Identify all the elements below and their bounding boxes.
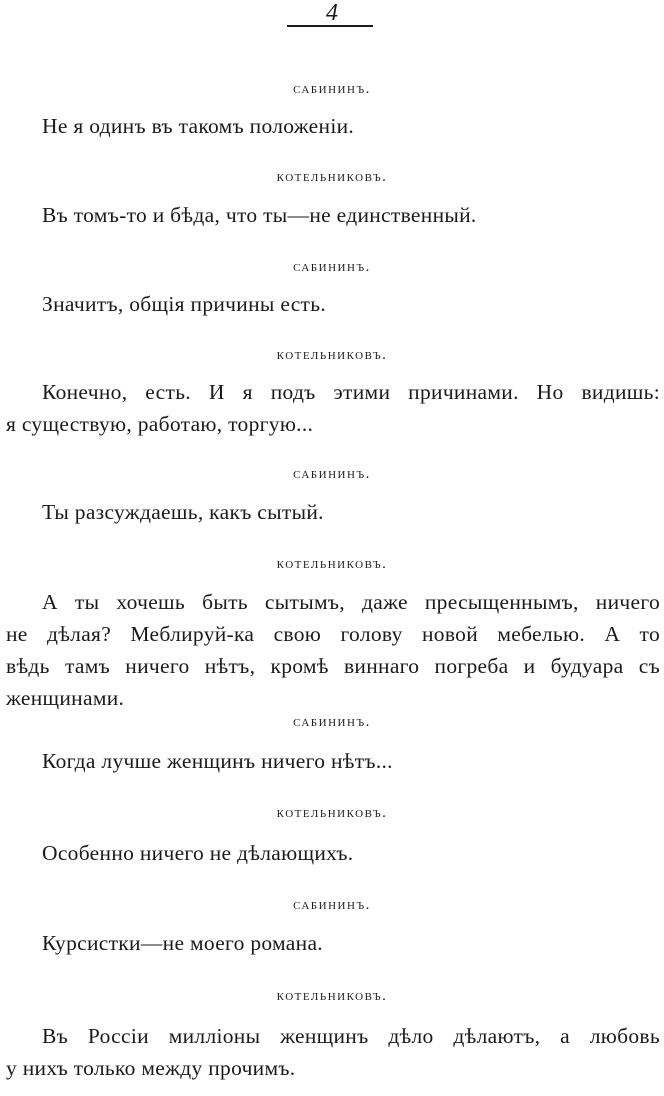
speaker-name: сабининъ. [293, 714, 371, 730]
speech-text [6, 745, 660, 777]
speaker-name: котельниковъ. [276, 347, 388, 363]
speech-line: Значитъ, общія причины есть. [42, 292, 327, 316]
speech-text [6, 586, 660, 714]
page-number-rule [287, 25, 373, 27]
speaker-name: котельниковъ. [276, 556, 388, 572]
speech-text [6, 1020, 660, 1084]
page-number: 4 [326, 0, 338, 26]
speaker-name: сабининъ. [293, 259, 371, 275]
speaker-name: котельниковъ. [276, 988, 388, 1004]
speech-line: женщинами. [6, 686, 125, 710]
speech-text [6, 376, 660, 440]
speech-line: Особенно ничего не дѣлающихъ. [42, 841, 354, 865]
speech-line: Въ томъ-то и бѣда, что ты—не единственный. [42, 203, 477, 227]
speech-line: Ты разсуждаешь, какъ сытый. [42, 500, 324, 524]
speech-text [6, 837, 660, 869]
speech-line: я существую, работаю, торгую... [6, 412, 314, 436]
speech-text [6, 927, 660, 959]
speech-text [6, 288, 660, 320]
speech-line: Курсистки—не моего романа. [42, 931, 323, 955]
speech-line: Въ Россіи милліоны женщинъ дѣло дѣлаютъ, а любовь [42, 1024, 660, 1048]
speech-line: А ты хочешь быть сытымъ, даже пресыщеннымъ, ничего [42, 590, 660, 614]
speaker-name: сабининъ. [293, 897, 371, 913]
speech-line: у нихъ только между прочимъ. [6, 1056, 296, 1080]
speech-text [6, 199, 660, 231]
speaker-name: сабининъ. [293, 81, 371, 97]
speech-text [6, 496, 660, 528]
speaker-name: сабининъ. [293, 466, 371, 482]
speaker-name: котельниковъ. [276, 169, 388, 185]
speech-line: Конечно, есть. И я подъ этими причинами. Но видишь: [42, 380, 660, 404]
speech-text [6, 110, 660, 142]
speech-line: вѣдь тамъ ничего нѣтъ, кромѣ виннаго погреба и будуара съ [6, 654, 660, 678]
speaker-name: котельниковъ. [276, 805, 388, 821]
speech-line: Когда лучше женщинъ ничего нѣтъ... [42, 749, 393, 773]
speech-line: не дѣлая? Меблируй-ка свою голову новой мебелью. А то [6, 622, 660, 646]
speech-line: Не я одинъ въ такомъ положеніи. [42, 114, 355, 138]
